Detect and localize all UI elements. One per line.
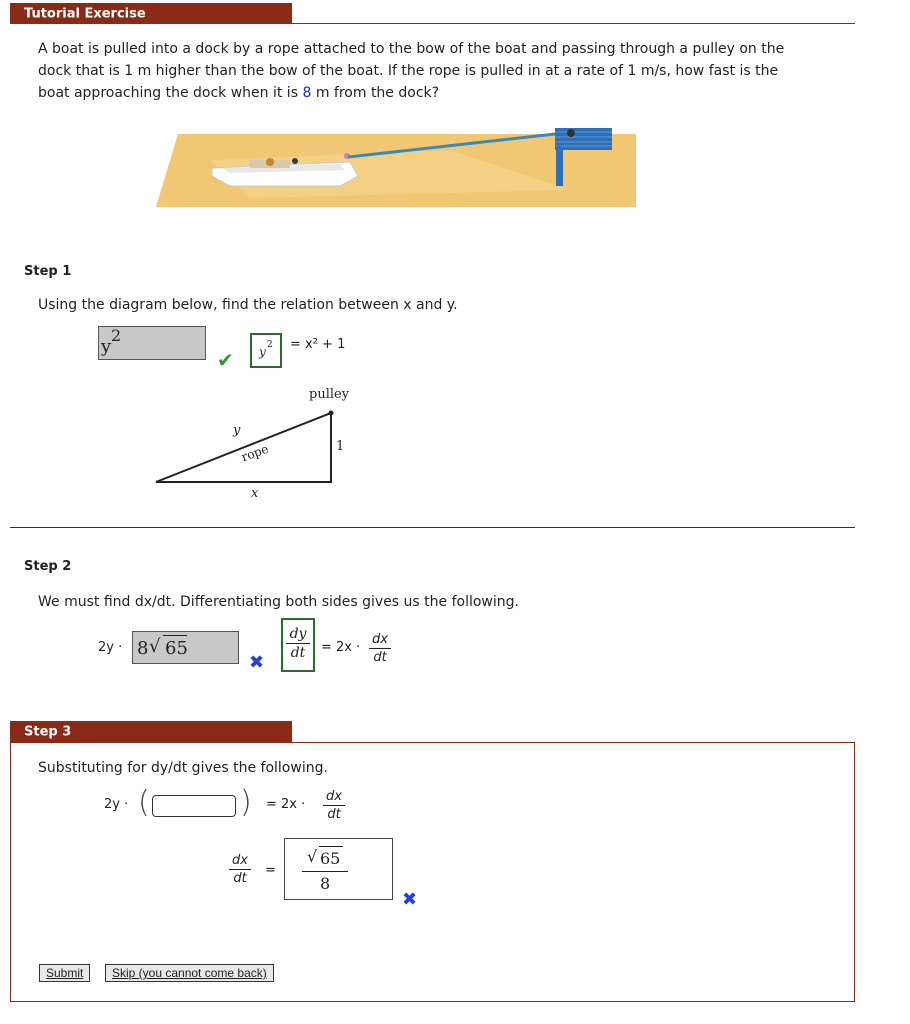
step2-eq-mid: = 2x · [321,640,361,655]
problem-line-1: A boat is pulled into a dock by a rope attached to the bow of the boat and passing through a pulley on the [38,41,785,57]
incorrect-icon: ✖ [402,889,418,910]
distance-value: 8 [302,85,312,101]
step1-entered-field[interactable]: y 2 [98,326,206,360]
submit-button[interactable]: Submit [39,964,90,982]
step3-banner [10,721,292,743]
pulley-label: pulley [309,387,350,402]
step1-answer-box: y 2 [250,333,282,368]
header-rule [292,23,855,24]
step3-answer-field[interactable]: √ 65 8 [284,838,393,900]
step3-rhs-fraction: dx dt [323,789,345,822]
step1-instruction: Using the diagram below, find the relation between x and y. [38,297,458,313]
step2-entered-field[interactable]: 8 √ 65 [132,631,239,664]
open-paren: ( [138,785,150,820]
step3-lhs-prefix: 2y · [104,797,129,812]
page-title: Tutorial Exercise [24,6,146,21]
triangle-shape [156,413,331,482]
step2-heading: Step 2 [24,559,72,574]
step1-heading: Step 1 [24,264,72,279]
step3-instruction: Substituting for dy/dt gives the following. [38,760,328,776]
check-icon: ✔ [217,348,234,372]
x-label: x [251,486,259,501]
step3-dxdt-fraction: dx dt [229,853,251,886]
step3-heading: Step 3 [24,724,72,740]
problem-line-3: boat approaching the dock when it is 8 m from the dock? [38,85,440,101]
step3-panel [10,742,855,1002]
rope-label: rope [239,441,271,465]
one-label: 1 [336,439,345,454]
step1-equation-rest: = x² + 1 [290,337,346,352]
step2-rhs-fraction: dx dt [369,632,391,665]
problem-statement [38,38,838,104]
skip-button[interactable]: Skip (you cannot come back) [105,964,274,982]
step-divider [10,527,855,528]
close-paren: ) [240,785,252,820]
step3-equals: = [265,863,276,878]
problem-line-2: dock that is 1 m higher than the bow of the boat. If the rope is pulled in at a rate of 1 m/s, how fast is the [38,63,779,79]
step3-dydt-input[interactable] [152,795,236,817]
tutorial-banner [10,3,292,24]
step3-eq-mid: = 2x · [266,797,306,812]
boat-dock-illustration [150,120,640,212]
y-label: y [233,423,241,438]
step2-answer-box: dy dt [281,618,315,672]
step2-instruction: We must find dx/dt. Differentiating both sides gives us the following. [38,594,519,610]
step2-lhs-prefix: 2y · [98,640,123,655]
incorrect-icon: ✖ [249,652,265,673]
